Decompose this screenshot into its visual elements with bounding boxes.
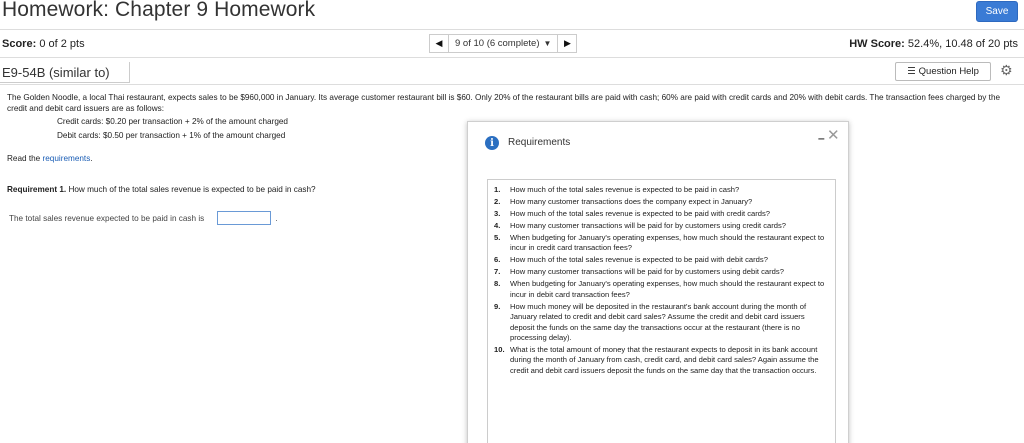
requirement-item	[494, 209, 827, 219]
requirements-list-box	[487, 179, 836, 443]
requirement-1-label: Requirement 1.	[7, 185, 67, 194]
close-button[interactable]: ✕	[827, 127, 840, 144]
requirement-number: 8.	[494, 279, 501, 289]
requirements-link[interactable]: requirements	[42, 154, 91, 163]
requirement-item	[494, 255, 827, 265]
requirement-number: 7.	[494, 267, 501, 277]
requirement-item	[494, 345, 827, 376]
answer-row	[9, 211, 278, 225]
debit-fee-text: Debit cards: $0.50 per transaction + 1% of the amount charged	[57, 131, 286, 140]
requirement-text: How much of the total sales revenue is expected to be paid with debit cards?	[510, 255, 768, 265]
read-suffix: .	[90, 154, 93, 163]
score	[2, 38, 85, 50]
requirement-text: How many customer transactions does the company expect in January?	[510, 197, 753, 206]
requirement-number: 10.	[494, 345, 505, 355]
hw-score	[849, 38, 1018, 50]
requirement-text: When budgeting for January's operating expenses, how much should the restaurant expect to incur in credit card transaction fees?	[510, 233, 825, 253]
requirement-text: How many customer transactions will be paid for by customers using debit cards?	[510, 267, 784, 277]
read-prefix: Read the	[7, 154, 41, 163]
question-intro: The Golden Noodle, a local Thai restaurant, expects sales to be $960,000 in January. Its average customer restaurant bill is $60. Only 20% of the restaurant bills are paid with cash; 60% are paid with credit cards and 20% with debit cards. The transaction fees charged by the credit and debit card issuers are as follows:	[7, 93, 1001, 113]
hw-score-label: HW Score:	[849, 38, 905, 50]
answer-prompt: The total sales revenue expected to be paid in cash is	[9, 213, 205, 223]
answer-input[interactable]	[217, 211, 271, 225]
requirements-list	[488, 180, 835, 376]
requirement-item	[494, 279, 827, 300]
triangle-left-icon: ◀	[435, 38, 443, 48]
list-icon: ☰	[907, 66, 916, 77]
info-icon: i	[485, 136, 499, 150]
requirement-item	[494, 221, 827, 231]
requirement-text: How much money will be deposited in the restaurant's bank account during the month of January related to credit and debit card sales? Assume the credit and debit card issuers deposit the funds on the same day the transactions occur at the restaurant (there is no processing delay).	[510, 301, 807, 343]
page-title: Homework: Chapter 9 Homework	[2, 0, 316, 21]
requirement-number: 9.	[494, 301, 501, 311]
question-pager	[429, 34, 577, 53]
divider	[0, 29, 1024, 30]
requirement-text: When budgeting for January's operating expenses, how much should the restaurant expect to incur in debit card transaction fees?	[510, 279, 825, 299]
requirement-item	[494, 233, 827, 254]
save-button[interactable]: Save	[976, 1, 1018, 22]
question-help-label: Question Help	[918, 66, 979, 77]
score-value: 0 of 2 pts	[39, 38, 85, 50]
requirement-item	[494, 302, 827, 344]
question-select[interactable]	[449, 34, 557, 53]
next-question-button[interactable]	[557, 34, 577, 53]
caret-down-icon: ▼	[543, 39, 552, 48]
gear-icon[interactable]: ⚙	[1000, 62, 1013, 78]
requirement-number: 4.	[494, 221, 501, 230]
requirement-number: 3.	[494, 209, 501, 218]
requirement-number: 6.	[494, 255, 501, 265]
triangle-right-icon: ▶	[563, 38, 571, 48]
requirement-1	[7, 185, 316, 194]
question-help-button[interactable]	[895, 62, 991, 81]
question-id: E9-54B (similar to)	[0, 62, 130, 83]
requirement-text: How much of the total sales revenue is expected to be paid with credit cards?	[510, 209, 771, 218]
credit-fee-text: Credit cards: $0.20 per transaction + 2% of the amount charged	[57, 117, 288, 126]
requirement-item	[494, 197, 827, 207]
minimize-button[interactable]: –	[818, 131, 825, 145]
question-select-label: 9 of 10 (6 complete)	[455, 38, 540, 49]
requirement-number: 1.	[494, 185, 501, 194]
requirement-item	[494, 185, 827, 195]
requirements-dialog	[467, 121, 849, 443]
divider	[0, 57, 1024, 58]
requirement-item	[494, 267, 827, 277]
requirement-1-text: How much of the total sales revenue is expected to be paid in cash?	[68, 185, 316, 194]
requirement-text: How much of the total sales revenue is expected to be paid in cash?	[510, 185, 740, 194]
requirement-text: How many customer transactions will be paid for by customers using credit cards?	[510, 221, 787, 230]
read-requirements	[7, 154, 93, 163]
requirement-text: What is the total amount of money that the restaurant expects to deposit in its bank account during the month of January from cash, credit card, and debit card sales? Again assume the credit and debit card issuers deposit the funds on the same day that the transaction occurs.	[510, 345, 819, 375]
requirement-number: 5.	[494, 233, 501, 242]
score-label: Score:	[2, 38, 37, 50]
divider	[0, 84, 1024, 85]
answer-suffix: .	[275, 213, 278, 223]
dialog-title: Requirements	[508, 137, 571, 148]
requirement-number: 2.	[494, 197, 501, 206]
hw-score-value: 52.4%, 10.48 of 20 pts	[907, 38, 1018, 50]
prev-question-button[interactable]	[429, 34, 449, 53]
